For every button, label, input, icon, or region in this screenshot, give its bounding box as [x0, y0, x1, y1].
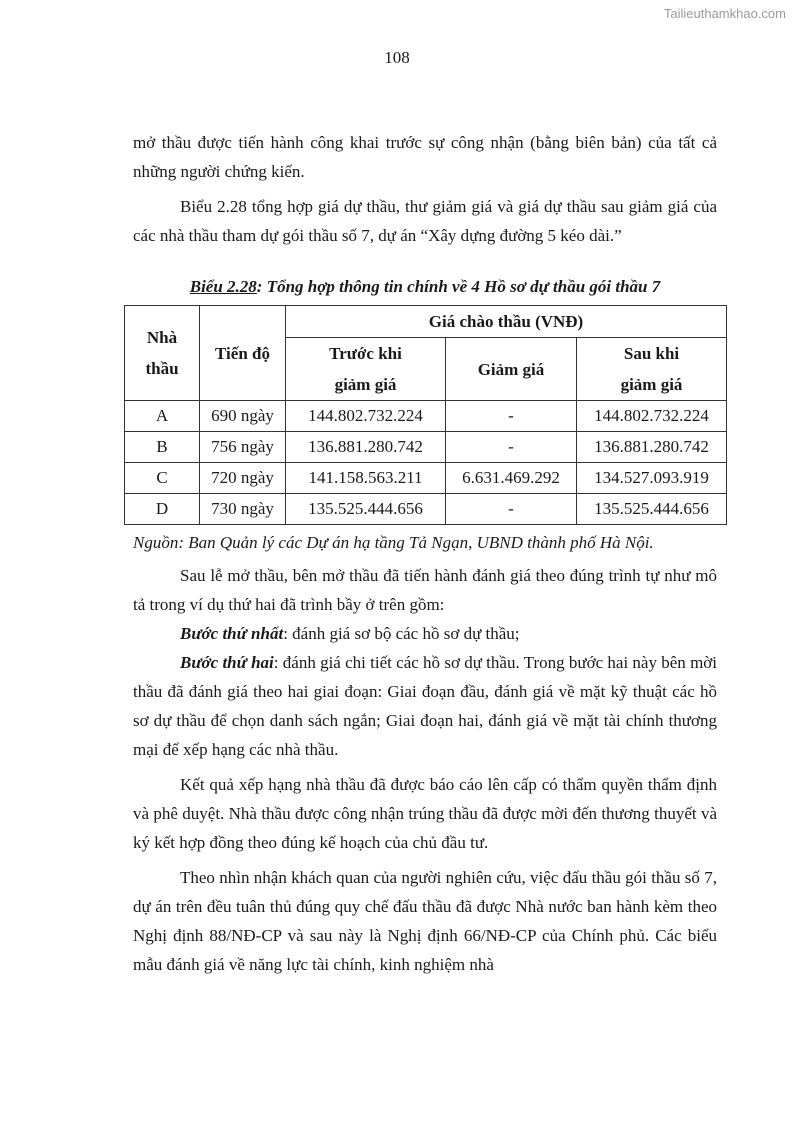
cell-contractor: D [125, 494, 200, 525]
step-1-text: : đánh giá sơ bộ các hồ sơ dự thầu; [283, 624, 520, 643]
table-row [125, 463, 727, 494]
cell-before: 141.158.563.211 [286, 463, 446, 494]
cell-schedule: 720 ngày [200, 463, 286, 494]
header-discount: Giảm giá [446, 338, 577, 401]
step-2-text: : đánh giá chi tiết các hồ sơ dự thầu. Trong bước hai này bên mời thầu đã đánh giá theo hai giai đoạn: Giai đoạn đầu, đánh giá về mặt kỹ thuật các hồ sơ dự thầu để chọn danh sách ngắn; Giai đoạn hai, đánh giá về mặt tài chính thương mại để xếp hạng các nhà thầu. [133, 653, 718, 759]
cell-schedule: 690 ngày [200, 401, 286, 432]
table-row [125, 494, 727, 525]
step-1-paragraph [133, 619, 717, 648]
table-row [125, 401, 727, 432]
cell-contractor: C [125, 463, 200, 494]
header-before-discount: Trước khi giảm giá [286, 338, 446, 401]
cell-before: 136.881.280.742 [286, 432, 446, 463]
watermark: Tailieuthamkhao.com [663, 6, 786, 21]
cell-before: 135.525.444.656 [286, 494, 446, 525]
cell-schedule: 756 ngày [200, 432, 286, 463]
cell-discount: - [446, 494, 577, 525]
table-source: Nguồn: Ban Quản lý các Dự án hạ tầng Tả Ngạn, UBND thành phố Hà Nội. [133, 533, 654, 552]
body-paragraph-1: Sau lễ mở thầu, bên mở thầu đã tiến hành đánh giá theo đúng trình tự như mô tả trong ví dụ thứ hai đã trình bầy ở trên gồm: [133, 566, 717, 614]
intro-section [133, 128, 717, 250]
cell-after: 135.525.444.656 [577, 494, 727, 525]
cell-discount: 6.631.469.292 [446, 463, 577, 494]
caption-label: Biểu 2.28 [189, 277, 257, 296]
header-schedule: Tiến độ [200, 306, 286, 401]
intro-paragraph-2: Biểu 2.28 tổng hợp giá dự thầu, thư giảm giá và giá dự thầu sau giảm giá của các nhà thầu tham dự gói thầu số 7, dự án “Xây dựng đường 5 kéo dài.” [133, 197, 717, 245]
caption-text: : Tổng hợp thông tin chính về 4 Hồ sơ dự thầu gói thầu 7 [256, 277, 661, 296]
table-row [125, 432, 727, 463]
header-price-group: Giá chào thầu (VNĐ) [286, 306, 727, 338]
cell-after: 134.527.093.919 [577, 463, 727, 494]
cell-after: 144.802.732.224 [577, 401, 727, 432]
page-number: 108 [384, 48, 410, 67]
body-section [133, 561, 717, 979]
intro-paragraph-1: mở thầu được tiến hành công khai trước sự công nhận (bằng biên bản) của tất cả những người chứng kiến. [133, 133, 717, 181]
header-after-discount: Sau khi giảm giá [577, 338, 727, 401]
body-paragraph-3: Kết quả xếp hạng nhà thầu đã được báo cáo lên cấp có thẩm quyền thẩm định và phê duyệt. Nhà thầu được công nhận trúng thầu đã được mời đến thương thuyết và ký kết hợp đồng theo đúng kế hoạch của chủ đầu tư. [133, 775, 717, 852]
cell-contractor: A [125, 401, 200, 432]
body-paragraph-4: Theo nhìn nhận khách quan của người nghiên cứu, việc đấu thầu gói thầu số 7, dự án trên đều tuân thủ đúng quy chế đấu thầu đã được Nhà nước ban hành kèm theo Nghị định 88/NĐ-CP và sau này là Nghị định 66/NĐ-CP của Chính phủ. Các biểu mẫu đánh giá về năng lực tài chính, kinh nghiệm nhà [133, 868, 717, 974]
step-1-label: Bước thứ nhất [180, 624, 284, 643]
cell-after: 136.881.280.742 [577, 432, 727, 463]
cell-before: 144.802.732.224 [286, 401, 446, 432]
cell-contractor: B [125, 432, 200, 463]
bids-table [124, 305, 727, 525]
cell-schedule: 730 ngày [200, 494, 286, 525]
cell-discount: - [446, 432, 577, 463]
step-2-label: Bước thứ hai [180, 653, 274, 672]
table-caption [125, 277, 725, 297]
cell-discount: - [446, 401, 577, 432]
step-2-paragraph [133, 648, 717, 764]
header-contractor: Nhà thầu [125, 306, 200, 401]
